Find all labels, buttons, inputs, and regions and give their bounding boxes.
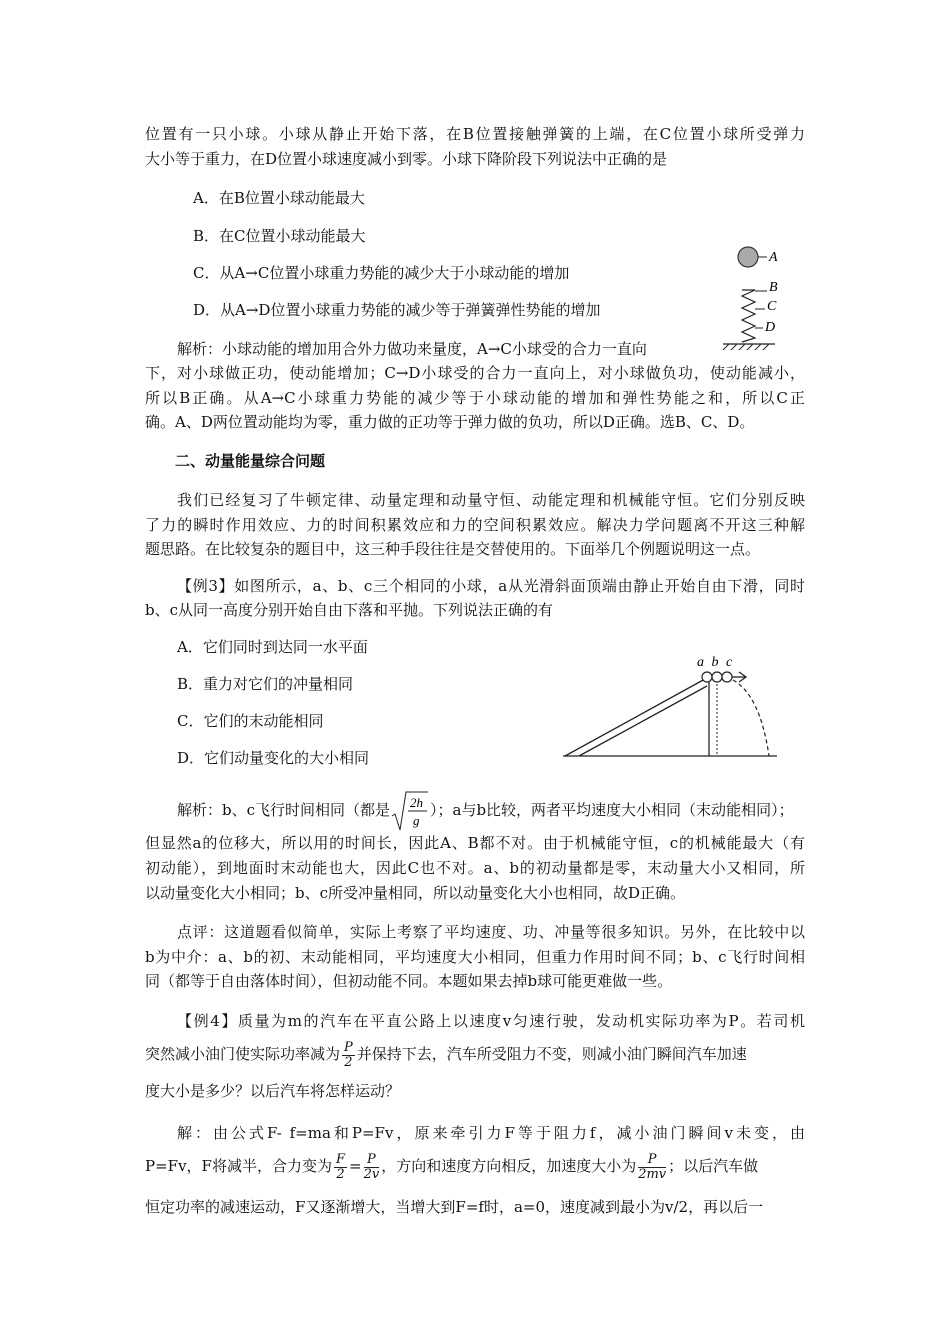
text-span: ，方向和速度方向相反，加速度大小为 [381,1157,637,1175]
ex3-option-b: B．重力对它们的冲量相同 [177,675,354,693]
ex3-option-a: A．它们同时到达同一水平面 [177,638,368,656]
fraction [342,1041,355,1070]
text-span: ；以后汽车做 [668,1157,759,1175]
fraction [638,1153,666,1182]
option-b: B．在C位置小球动能最大 [193,227,366,245]
para-line [177,790,794,832]
para-line: 【例3】如图所示，a、b、c三个相同的小球，a从光滑斜面顶端由静止开始自由下滑，同时 [177,577,805,595]
para-line: 所以B正确。从A→C小球重力势能的减少等于小球动能的增加和弹性势能之和，所以C正 [145,389,805,407]
ex3-option-c: C．它们的末动能相同 [177,712,324,730]
text-span: 解析：b、c飞行时间相同（都是 [177,801,391,819]
incline-figure [555,650,785,770]
para-line: 初动能），到地面时末动能也大，因此C也不对。a、b的初动量都是零，末动量大小又相同，所 [145,859,805,877]
fraction-numerator: P [638,1153,666,1168]
para-line: 解析：小球动能的增加用合外力做功来量度，A→C小球受的合力一直向 [177,340,647,358]
equals-sign: = [348,1157,362,1175]
fraction-denominator: 2v [363,1166,380,1182]
fraction-denominator: 2mv [638,1166,667,1182]
option-d: D．从A→D位置小球重力势能的减少等于弹簧弹性势能的增加 [193,301,601,319]
text-span: 突然减小油门使实际功率减为 [145,1045,341,1063]
para-line: 以动量变化大小相同；b、c所受冲量相同，所以动量变化大小也相同，故D正确。 [145,884,686,902]
para-line: 解：由公式F- f=ma和P=Fv，原来牵引力F等于阻力f，减小油门瞬间v未变，由 [177,1124,805,1142]
spring-label-d: D [765,320,776,335]
para-line: 同（都等于自由落体时间），但初动能不同。本题如果去掉b球可能更难做一些。 [145,972,673,990]
para-line: 但显然a的位移大，所以用的时间长，因此A、B都不对。由于机械能守恒，c的机械能最大（有 [145,834,805,852]
para-line: 了力的瞬时作用效应、力的时间积累效应和力的空间积累效应。解决力学问题离不开这三种解 [145,516,805,534]
para-line: 位置有一只小球。小球从静止开始下落，在B位置接触弹簧的上端，在C位置小球所受弹力 [145,125,805,143]
para-line: b为中介：a、b的初、末动能相同，平均速度大小相同，但重力作用时间不同；b、c飞行时间相 [145,948,805,966]
spring-figure [715,240,795,355]
option-a: A．在B位置小球动能最大 [193,189,365,207]
para-line: 题思路。在比较复杂的题目中，这三种手段往往是交替使用的。下面举几个例题说明这一点。 [145,540,761,558]
para-line: b、c从同一高度分别开始自由下落和平抛。下列说法正确的有 [145,601,554,619]
para-line: 下，对小球做正功，使动能增加；C→D小球受的合力一直向上，对小球做负功，使动能减小， [145,364,805,382]
para-line: 我们已经复习了牛顿定律、动量定理和动量守恒、动能定理和机械能守恒。它们分别反映 [177,491,805,509]
text-span: P=Fv，F将减半，合力变为 [145,1157,332,1175]
fraction-numerator: P [364,1153,380,1168]
spring-label-b: B [769,280,778,295]
fraction-numerator: P [344,1039,353,1055]
para-line: 度大小是多少？以后汽车将怎样运动？ [145,1082,401,1100]
sqrt-expression [390,790,430,832]
para-line: 【例4】质量为m的汽车在平直公路上以速度v匀速行驶，发动机实际功率为P。若司机 [177,1012,805,1030]
fraction [364,1153,380,1182]
text-span: ）；a与b比较，两者平均速度大小相同（末动能相同）； [430,801,794,819]
option-c: C．从A→C位置小球重力势能的减少大于小球动能的增加 [193,264,570,282]
sqrt-numerator: 2h [410,795,424,810]
fraction-denominator: 2 [344,1054,353,1070]
para-line: 恒定功率的减速运动，F又逐渐增大，当增大到F=f时，a=0，速度减到最小为v/2，再以后一 [145,1198,764,1216]
fraction [334,1153,347,1182]
para-line [145,1036,747,1072]
para-line [145,1146,758,1186]
para-line: 确。A、D两位置动能均为零，重力做的正功等于弹力做的负功，所以D正确。选B、C、D。 [145,413,755,431]
para-line: 大小等于重力，在D位置小球速度减小到零。小球下降阶段下列说法中正确的是 [145,150,668,168]
spring-label-a: A [769,250,778,265]
section-title: 二、动量能量综合问题 [175,452,326,470]
incline-label-abc: a b c [697,655,735,670]
sqrt-denominator: g [413,813,420,828]
fraction-denominator: 2 [336,1166,345,1182]
text-span: 并保持下去，汽车所受阻力不变，则减小油门瞬间汽车加速 [356,1045,747,1063]
spring-label-c: C [767,299,777,314]
fraction-numerator: F [335,1151,345,1167]
para-line: 点评：这道题看似简单，实际上考察了平均速度、功、冲量等很多知识。另外，在比较中以 [177,923,805,941]
ex3-option-d: D．它们动量变化的大小相同 [177,749,370,767]
